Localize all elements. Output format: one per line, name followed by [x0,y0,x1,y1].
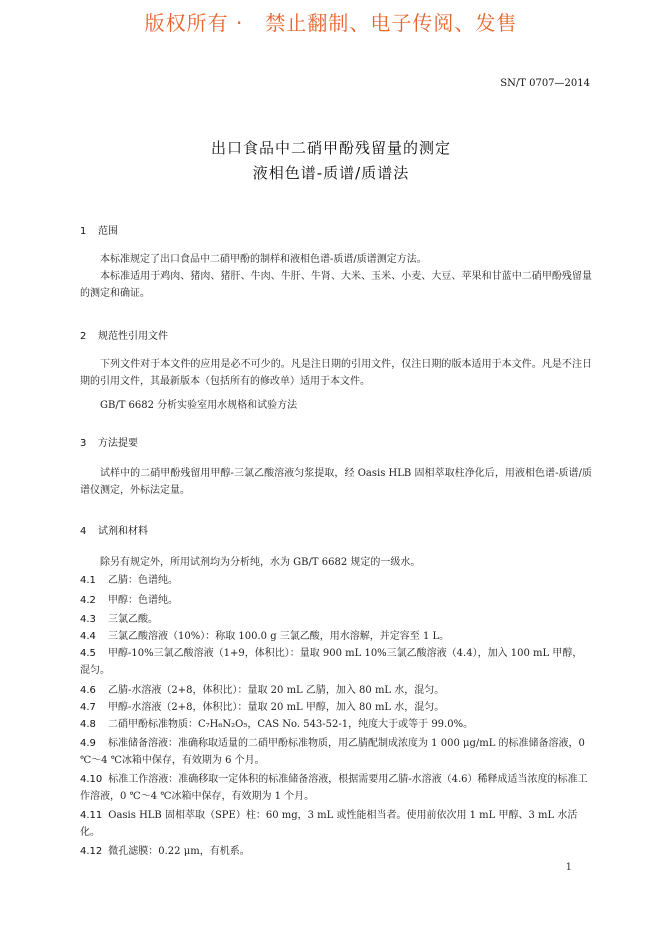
item-text: 乙腈-水溶液（2+8，体积比）：量取 20 mL 乙腈，加入 80 mL 水，混匀。 [108,685,445,696]
section-title: 方法提要 [98,438,138,449]
item-text: 微孔滤膜：0.22 μm，有机系。 [108,846,250,857]
section-heading-reagents [80,522,148,537]
list-item [80,682,592,699]
list-item [80,735,592,769]
document-title: 出口食品中二硝甲酚残留量的测定 [210,139,451,157]
document-subtitle: 液相色谱-质谱/质谱法 [252,164,410,182]
list-item [80,843,592,860]
item-text: 甲醇-10%三氯乙酸溶液（1+9，体积比）：量取 900 mL 10%三氯乙酸溶液（4.4），加入 100 mL 甲醇，混匀。 [80,648,583,676]
item-number: 4.11 [80,810,103,821]
item-text: 标准储备溶液：准确称取适量的二硝甲酚标准物质，用乙腈配制成浓度为 1 000 μg/mL 的标准储备溶液，0 ℃～4 ℃冰箱中保存，有效期为 6 个月。 [80,738,585,766]
list-item [80,807,592,841]
section-heading-scope [80,222,118,237]
item-number: 4.7 [80,702,96,713]
section-title: 范围 [98,226,118,237]
list-item [80,592,592,609]
item-number: 4.4 [80,631,96,642]
item-number: 4.2 [80,595,96,606]
list-item [80,645,592,679]
item-text: 二硝甲酚标准物质：C₇H₆N₂O₅，CAS No. 543-52-1，纯度大于或等于 99.0%。 [108,719,474,730]
paragraph: 本标准规定了出口食品中二硝甲酚的制样和液相色谱-质谱/质谱测定方法。 [100,254,427,265]
list-item [80,628,592,645]
item-text: 乙腈：色谱纯。 [108,575,178,586]
paragraph: 本标准适用于鸡肉、猪肉、猪肝、牛肉、牛肝、牛肾、大米、玉米、小麦、大豆、苹果和甘蓝中二硝甲酚残留量的测定和确证。 [80,271,592,299]
item-number: 4.6 [80,685,96,696]
list-item [80,716,592,733]
section-heading-principle [80,434,138,449]
item-text: Oasis HLB 固相萃取（SPE）柱：60 mg，3 mL 或性能相当者。使用前依次用 1 mL 甲醇、3 mL 水活化。 [80,810,578,838]
item-number: 4.1 [80,575,96,586]
section-title: 规范性引用文件 [98,331,168,342]
reference-entry: GB/T 6682 分析实验室用水规格和试验方法 [100,400,298,411]
item-number: 4.3 [80,614,96,625]
section-number: 4 [80,526,87,537]
standard-number: SN/T 0707—2014 [500,78,590,89]
list-item [80,611,592,628]
list-item [80,771,592,805]
item-text: 三氯乙酸。 [108,614,158,625]
section-number: 2 [80,331,87,342]
list-item [80,699,592,716]
section-title: 试剂和材料 [98,526,148,537]
item-number: 4.9 [80,738,96,749]
paragraph: 试样中的二硝甲酚残留用甲醇-三氯乙酸溶液匀浆提取，经 Oasis HLB 固相萃取柱净化后，用液相色谱-质谱/质谱仪测定，外标法定量。 [80,468,592,496]
item-number: 4.8 [80,719,96,730]
item-number: 4.12 [80,846,103,857]
paragraph: 除另有规定外，所用试剂均为分析纯，水为 GB/T 6682 规定的一级水。 [100,557,421,568]
page-number: 1 [565,862,572,873]
list-item [80,572,592,589]
item-text: 甲醇：色谱纯。 [108,595,178,606]
item-text: 甲醇-水溶液（2+8，体积比）：量取 20 mL 甲醇，加入 80 mL 水，混匀。 [108,702,445,713]
item-text: 三氯乙酸溶液（10%）：称取 100.0 g 三氯乙酸，用水溶解，并定容至 1 L。 [108,631,450,642]
paragraph: 下列文件对于本文件的应用是必不可少的。凡是注日期的引用文件，仅注日期的版本适用于本文件。凡是不注日期的引用文件，其最新版本（包括所有的修改单）适用于本文件。 [80,359,592,387]
section-number: 3 [80,438,87,449]
item-text: 标准工作溶液：准确移取一定体积的标准储备溶液，根据需要用乙腈-水溶液（4.6）稀释成适当浓度的标准工作溶液，0 ℃～4 ℃冰箱中保存，有效期为 1 个月。 [80,774,588,802]
copyright-banner: 版权所有 · 禁止翻制、电子传阅、发售 [144,11,518,35]
item-number: 4.5 [80,648,96,659]
section-heading-normative-references [80,327,168,342]
section-number: 1 [80,226,87,237]
item-number: 4.10 [80,774,103,785]
